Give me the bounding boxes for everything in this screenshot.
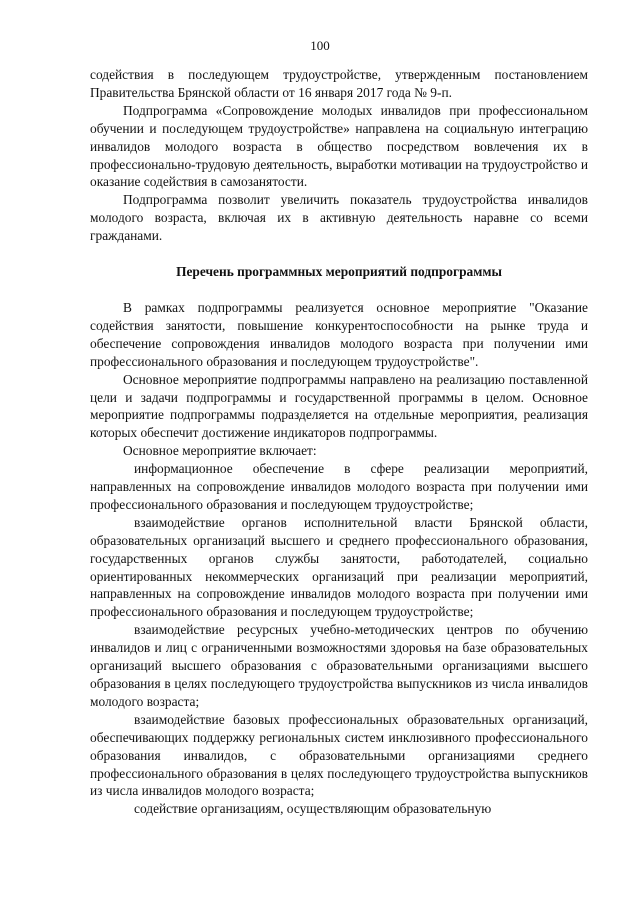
page-number: 100 [310,38,330,53]
paragraph: содействия в последующем трудоустройстве, утвержденным постановлением Правительства Брянской области от 16 января 2017 года № 9-п. [90,67,588,100]
paragraph: В рамках подпрограммы реализуется основное мероприятие "Оказание содействия занятости, повышение конкурентоспособности на рынке труда и обеспечение сопровождения инвалидов молодого возраста при получении ими профессионального образования и последующем трудоустройстве". [90,299,588,369]
list-item: взаимодействие ресурсных учебно-методических центров по обучению инвалидов и лиц с ограниченными возможностями здоровья на базе образовательных организаций высшего образования с образовательными организациями высшего образования в целях последующего трудоустройства выпускников из числа инвалидов молодого возраста; [90,622,588,709]
paragraph: Основное мероприятие включает: [123,443,317,459]
list-item: взаимодействие органов исполнительной власти Брянской области, образовательных организаций высшего и среднего профессионального образования, государственных органов службы занятости, работодателей, социально ориентированных некоммерческих организаций при реализации мероприятий, направленных на сопровождение инвалидов молодого возраста при получении ими профессионального образования и последующем трудоустройстве; [90,514,588,620]
list-item: информационное обеспечение в сфере реализации мероприятий, направленных на сопровождение инвалидов молодого возраста при получении ими профессионального образования и последующем трудоустройстве; [90,461,588,512]
list-item: взаимодействие базовых профессиональных образовательных организаций, обеспечивающих поддержку региональных систем инклюзивного профессионального образования инвалидов, с образовательными организациями среднего профессионального образования в целях последующего трудоустройства выпускников из числа инвалидов молодого возраста; [90,711,588,799]
list-item: содействие организациям, осуществляющим образовательную [134,801,492,817]
section-heading: Перечень программных мероприятий подпрограммы [176,264,502,280]
paragraph: Основное мероприятие подпрограммы направлено на реализацию поставленной цели и задачи подпрограммы и государственной программы в целом. Основное мероприятие подпрограммы подразделяется на отдельные мероприятия, реализация которых обеспечит достижение индикаторов подпрограммы. [90,371,588,441]
paragraph: Подпрограмма позволит увеличить показатель трудоустройства инвалидов молодого возраста, включая их в активную деятельность наравне со всеми гражданами. [90,192,588,244]
paragraph: Подпрограмма «Сопровождение молодых инвалидов при профессиональном обучении и последующем трудоустройстве» направлена на социальную интеграцию инвалидов молодого возраста в общество посредством вовлечения их в профессионально-трудовую деятельность, выработки мотивации на трудоустройство и оказание содействия в самозанятости. [90,102,588,190]
document-body [90,66,588,818]
